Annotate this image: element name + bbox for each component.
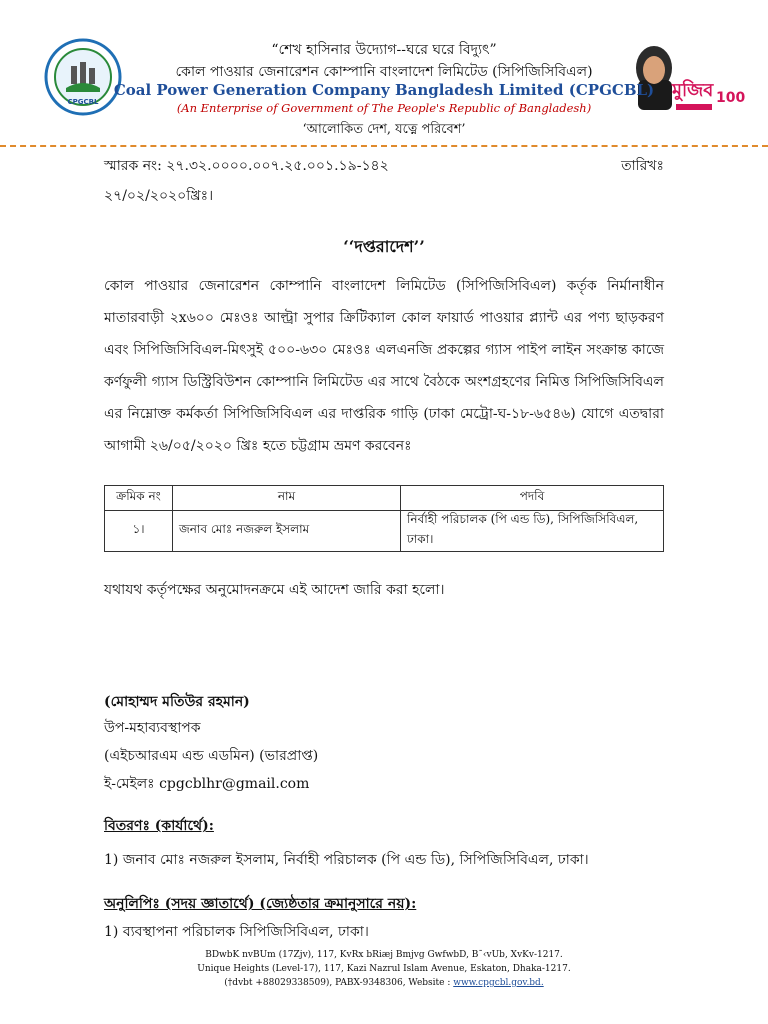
table-header-row [105, 486, 664, 511]
svg-text:মুজিব: মুজিব [672, 80, 714, 101]
footer-address-english: Unique Heights (Level-17), 117, Kazi Nazrul Islam Avenue, Eskaton, Dhaka-1217. [197, 964, 571, 974]
list-item: 1) ব্যবস্থাপনা পরিচালক সিপিজিসিবিএল, ঢাকা। [104, 924, 369, 940]
slogan: “শেখ হাসিনার উদ্যোগ--ঘরে ঘরে বিদ্যুৎ” [271, 42, 497, 58]
column-header-name: নাম [173, 486, 401, 511]
signatory-email: ই-মেইলঃ cpgcblhr@gmail.com [104, 776, 310, 792]
memo-date: ২৭/০২/২০২০খ্রিঃ। [104, 188, 214, 204]
company-name-bangla: কোল পাওয়ার জেনারেশন কোম্পানি বাংলাদেশ লিমিটেড (সিপিজিসিবিএল) [175, 64, 593, 80]
cell-name: জনাব মোঃ নজরুল ইসলাম [173, 511, 401, 552]
memo-reference: স্মারক নং: ২৭.৩২.০০০০.০০৭.২৫.০০১.১৯-১৪২ [104, 158, 389, 174]
enterprise-subtitle: (An Enterprise of Government of The People's Republic of Bangladesh) [176, 101, 592, 115]
officer-table [104, 485, 664, 552]
column-header-serial: ক্রমিক নং [105, 486, 173, 511]
signatory-name: (মোহাম্মদ মতিউর রহমান) [104, 694, 250, 710]
company-name-english: Coal Power Generation Company Bangladesh Limited (CPGCBL) [113, 81, 655, 99]
column-header-designation: পদবি [401, 486, 664, 511]
cell-designation: নির্বাহী পরিচালক (পি এন্ড ডি), সিপিজিসিবিএল, ঢাকা। [401, 511, 664, 552]
document-title: ‘‘দপ্তরাদেশ’’ [343, 237, 425, 256]
footer-address-bangla: BDwbK nvBUm (17Zjv), 117, KvRx bRiæj Bmjvg GwfwbD, B¯‹vUb, XvKv-1217. [205, 950, 563, 960]
approval-statement: যথাযথ কর্তৃপক্ষের অনুমোদনক্রমে এই আদেশ জারি করা হলো। [104, 582, 445, 598]
header-divider [0, 145, 768, 147]
distribution-title: বিতরণঃ (কার্যার্থে): [104, 818, 214, 834]
footer-contact [0, 978, 768, 988]
body-paragraph: কোল পাওয়ার জেনারেশন কোম্পানি বাংলাদেশ লিমিটেড (সিপিজিসিবিএল) কর্তৃক নির্মানাধীন মাতারবাড়ী ২x৬০০ মেঃওঃ আল্ট্রা সুপার ক্রিটিক্যাল কোল ফায়ার্ড পাওয়ার প্ল্যান্ট এর পণ্য ছাড়করণ এবং সিপিজিসিবিএল-মিৎসুই ৫০০-৬৩০ মেঃওঃ এলএনজি প্রকল্পের গ্যাস পাইপ লাইন সংক্রান্ত কাজে কর্ণফুলী গ্যাস ডিস্ট্রিবিউশন কোম্পানি লিমিটেড এর সাথে বৈঠকে অংশগ্রহণের নিমিত্ত সিপিজিসিবিএল এর নিম্নোক্ত কর্মকর্তা সিপিজিসিবিএল এর দাপ্তরিক গাড়ি (ঢাকা মেট্রো-ঘ-১৮-৬৫৪৬) যোগে এতদ্বারা আগামী ২৬/০৫/২০২০ খ্রিঃ হতে চট্টগ্রাম ভ্রমণ করবেনঃ [104, 278, 664, 454]
copy-title: অনুলিপিঃ (সদয় জ্ঞাতার্থে) (জ্যেষ্ঠতার ক্রমানুসারে নয়): [104, 896, 417, 912]
footer-phone: (†dvbt +88029338509), PABX-9348306, Website : [224, 978, 454, 988]
motto: ‘আলোকিত দেশ, যত্নে পরিবেশ’ [302, 122, 466, 137]
table-row [105, 511, 664, 552]
list-item: 1) জনাব মোঃ নজরুল ইসলাম, নির্বাহী পরিচালক (পি এন্ড ডি), সিপিজিসিবিএল, ঢাকা। [104, 852, 589, 868]
signatory-designation: উপ-মহাব্যবস্থাপক [104, 720, 201, 736]
signatory-department: (এইচআরএম এন্ড এডমিন) (ভারপ্রাপ্ত) [104, 748, 319, 764]
date-label: তারিখঃ [621, 158, 664, 174]
svg-text:CPGCBL: CPGCBL [67, 98, 99, 106]
cell-serial: ১। [105, 511, 173, 552]
memo-reference-row [104, 154, 664, 178]
website-link[interactable]: www.cpgcbl.gov.bd. [453, 978, 544, 988]
svg-text:100: 100 [716, 90, 746, 106]
